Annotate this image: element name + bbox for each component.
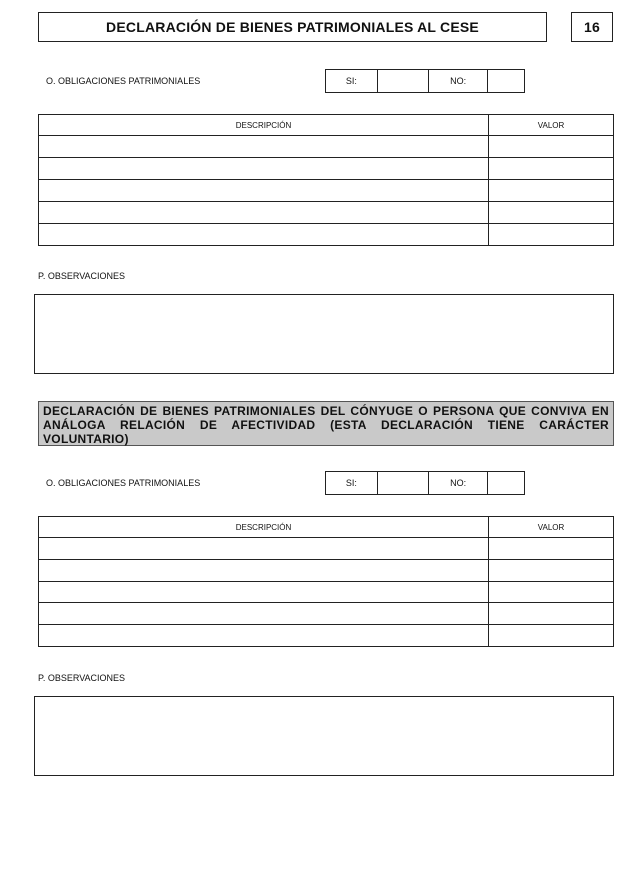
- valor-header-2: VALOR: [489, 517, 614, 538]
- descripcion-cell[interactable]: [39, 180, 489, 202]
- table-row: [39, 136, 614, 158]
- table-row: [39, 180, 614, 202]
- si-label: SI:: [345, 76, 357, 86]
- descripcion-cell[interactable]: [39, 538, 489, 560]
- descripcion-cell[interactable]: [39, 224, 489, 246]
- conyuge-banner: [38, 401, 614, 446]
- descripcion-header-2: DESCRIPCIÓN: [39, 517, 489, 538]
- page-number: 16: [584, 19, 600, 35]
- descripcion-cell[interactable]: [39, 158, 489, 180]
- table-row: [39, 559, 614, 581]
- descripcion-cell[interactable]: [39, 625, 489, 647]
- valor-cell[interactable]: [489, 136, 614, 158]
- no-label-2: NO:: [428, 472, 487, 494]
- observaciones-label: P. OBSERVACIONES: [38, 271, 126, 281]
- table-row: [39, 581, 614, 603]
- obligaciones-label-2: O. OBLIGACIONES PATRIMONIALES: [46, 478, 201, 488]
- page-title-text: DECLARACIÓN DE BIENES PATRIMONIALES AL CESE: [106, 19, 479, 35]
- table-row: [39, 158, 614, 180]
- obligaciones-label: O. OBLIGACIONES PATRIMONIALES: [46, 76, 201, 86]
- valor-header: VALOR: [489, 115, 614, 136]
- valor-cell[interactable]: [489, 158, 614, 180]
- descripcion-cell[interactable]: [39, 559, 489, 581]
- si-label-2: SI:: [345, 478, 357, 488]
- valor-cell[interactable]: [489, 180, 614, 202]
- conyuge-banner-text: DECLARACIÓN DE BIENES PATRIMONIALES DEL CÓNYUGE O PERSONA QUE CONVIVA EN ANÁLOGA RELACIÓN DE AFECTIVIDAD (ESTA DECLARACIÓN TIENE CARÁCTER VOLUNTARIO): [43, 404, 609, 446]
- no-checkbox[interactable]: [487, 70, 524, 92]
- descripcion-header: DESCRIPCIÓN: [39, 115, 489, 136]
- si-no-box-2: [325, 471, 525, 495]
- no-label: NO:: [428, 70, 487, 92]
- observaciones-box-2[interactable]: [34, 696, 614, 776]
- descripcion-cell[interactable]: [39, 136, 489, 158]
- valor-cell[interactable]: [489, 202, 614, 224]
- obligaciones-grid-2: [38, 516, 614, 647]
- valor-cell[interactable]: [489, 625, 614, 647]
- obligaciones-grid: [38, 114, 614, 246]
- obligaciones-table: [38, 114, 614, 246]
- table-row: [39, 603, 614, 625]
- descripcion-cell[interactable]: [39, 202, 489, 224]
- observaciones-label-2: P. OBSERVACIONES: [38, 673, 126, 683]
- si-no-box: [325, 69, 525, 93]
- table-row: [39, 625, 614, 647]
- descripcion-cell[interactable]: [39, 603, 489, 625]
- table-row: [39, 538, 614, 560]
- table-row: [39, 224, 614, 246]
- observaciones-box[interactable]: [34, 294, 614, 374]
- page-title: [38, 12, 547, 42]
- obligaciones-table-2: [38, 516, 614, 647]
- page-number-box: [571, 12, 613, 42]
- table-row: [39, 202, 614, 224]
- valor-cell[interactable]: [489, 581, 614, 603]
- valor-cell[interactable]: [489, 559, 614, 581]
- valor-cell[interactable]: [489, 603, 614, 625]
- valor-cell[interactable]: [489, 224, 614, 246]
- si-checkbox[interactable]: [377, 70, 429, 92]
- no-checkbox-2[interactable]: [487, 472, 524, 494]
- descripcion-cell[interactable]: [39, 581, 489, 603]
- si-checkbox-2[interactable]: [377, 472, 429, 494]
- valor-cell[interactable]: [489, 538, 614, 560]
